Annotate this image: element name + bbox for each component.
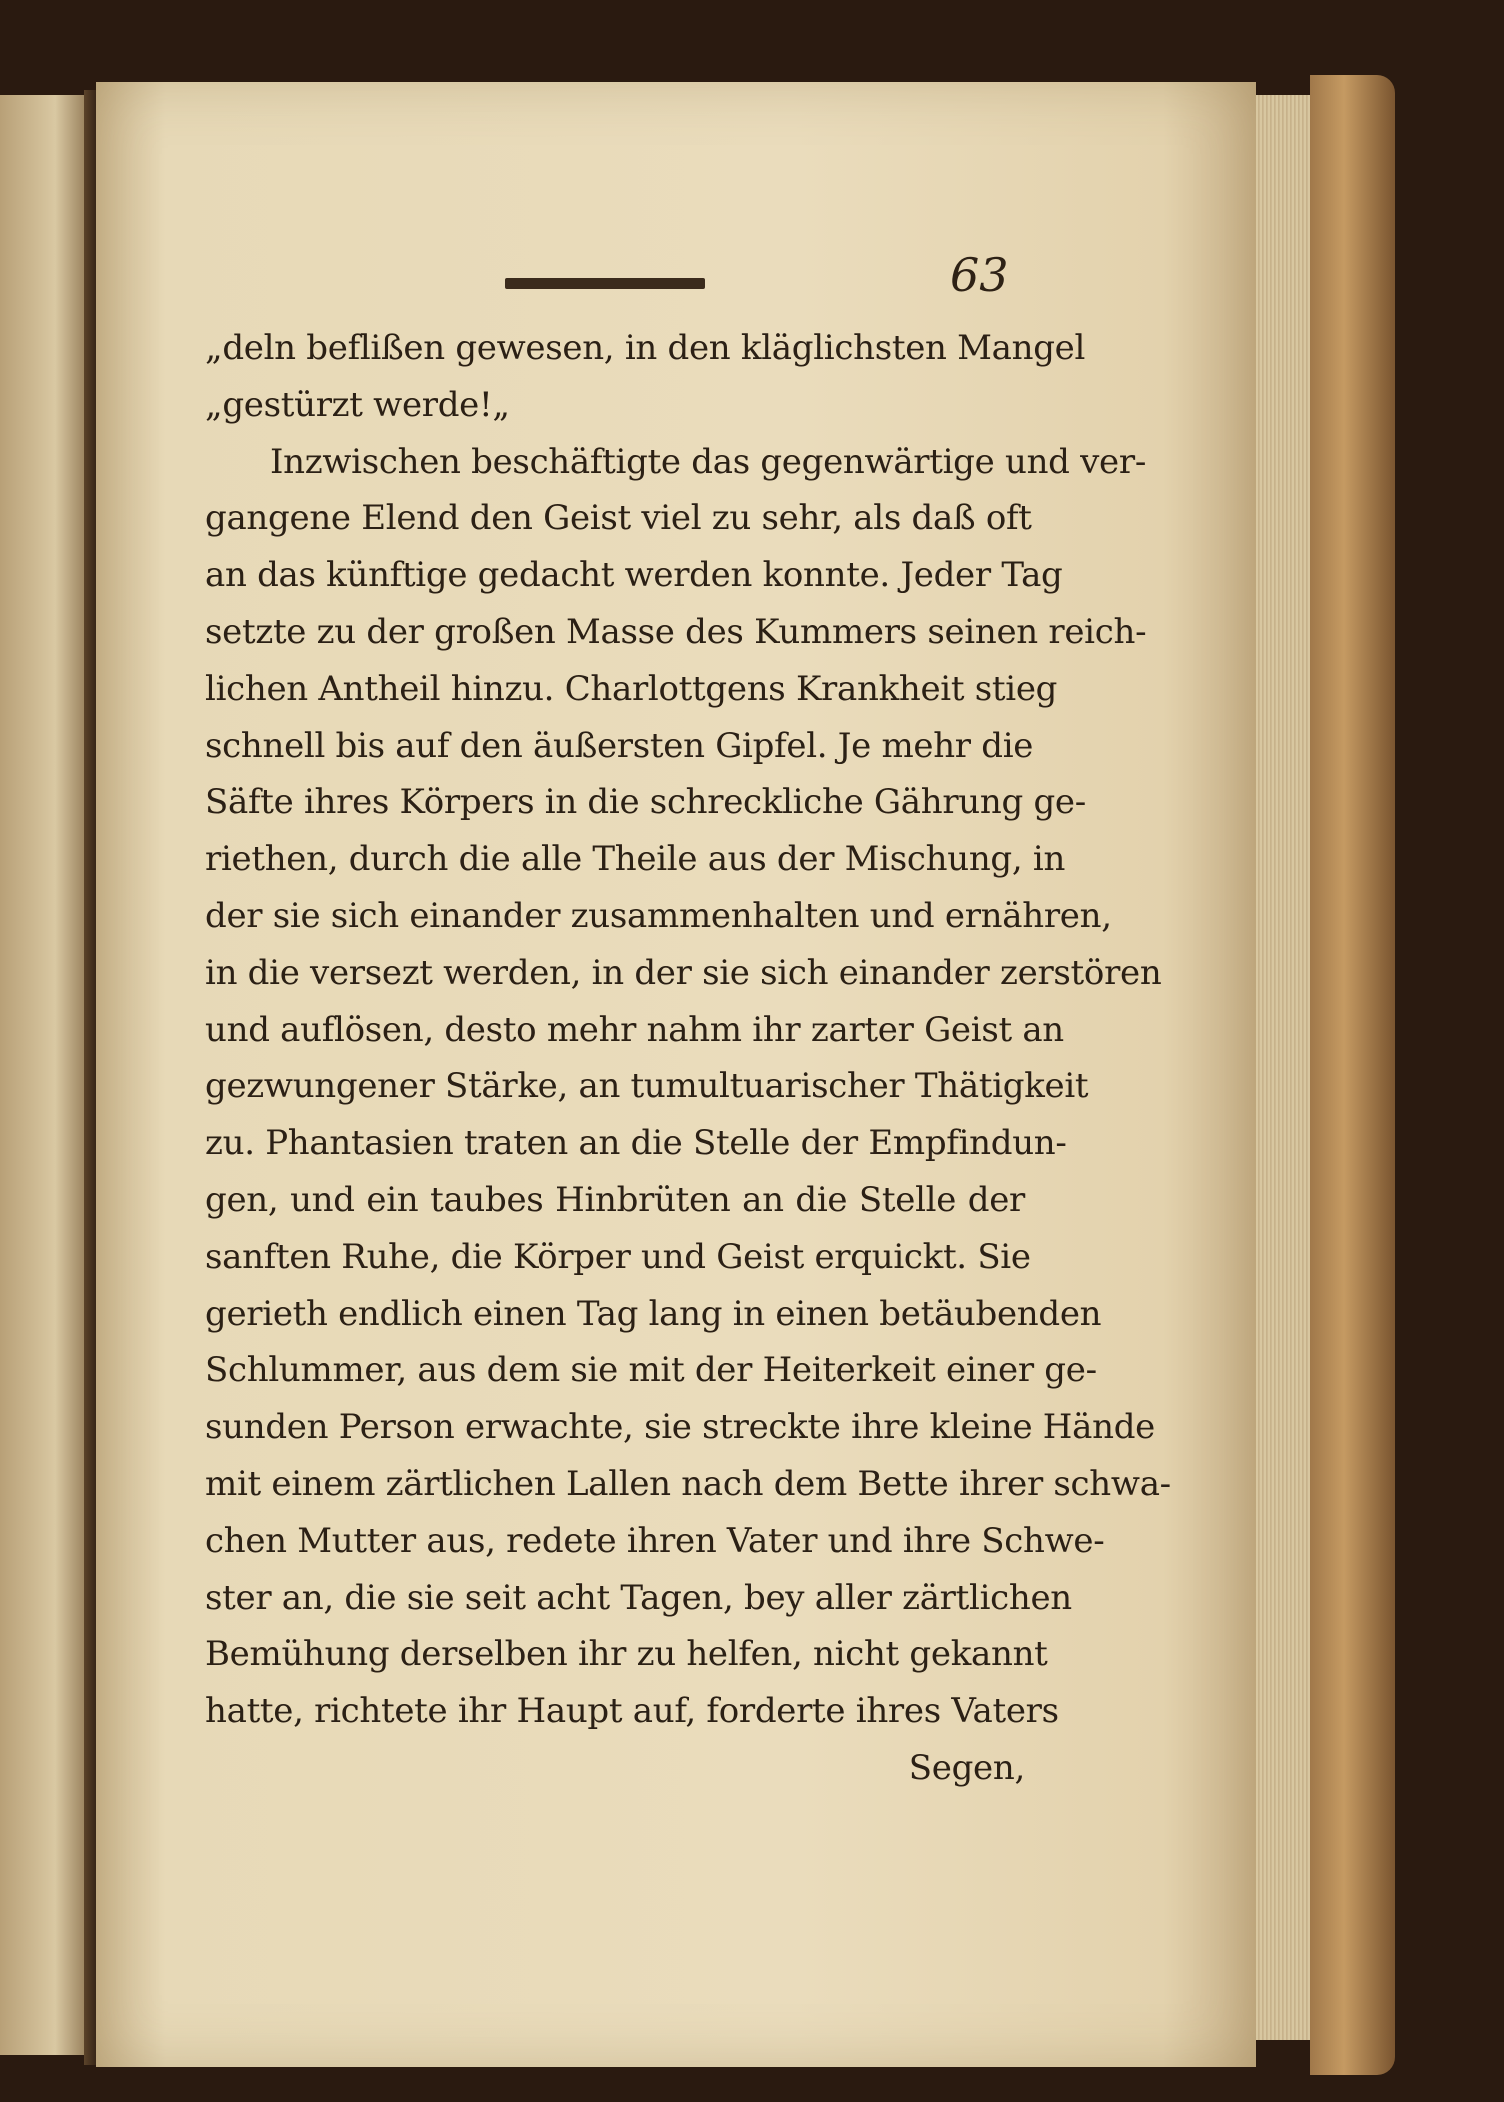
text-line: ster an, die sie seit acht Tagen, bey aller zärtlichen <box>205 1577 1072 1618</box>
text-line: in die versezt werden, in der sie sich einander zerstören <box>205 952 1162 993</box>
text-line: Säfte ihres Körpers in die schreckliche Gährung ge- <box>205 782 1086 823</box>
text-line: gen, und ein taubes Hinbrüten an die Stelle der <box>205 1179 1025 1220</box>
text-line: und auflösen, desto mehr nahm ihr zarter Geist an <box>205 1009 1064 1050</box>
text-line: gangene Elend den Geist viel zu sehr, als daß oft <box>205 498 1032 539</box>
text-line: chen Mutter aus, redete ihren Vater und ihre Schwe- <box>205 1520 1105 1561</box>
text-line: an das künftige gedacht werden konnte. Jeder Tag <box>205 555 1063 596</box>
text-line: gezwungener Stärke, an tumultuarischer Thätigkeit <box>205 1066 1089 1107</box>
text-line: schnell bis auf den äußersten Gipfel. Je mehr die <box>205 725 1034 766</box>
text-line: Inzwischen beschäftigte das gegenwärtige und ver- <box>270 441 1147 482</box>
text-line: sunden Person erwachte, sie streckte ihre kleine Hände <box>205 1407 1155 1448</box>
text-line: mit einem zärtlichen Lallen nach dem Bette ihrer schwa- <box>205 1463 1171 1504</box>
text-line: sanften Ruhe, die Körper und Geist erquickt. Sie <box>205 1236 1031 1277</box>
text-line: „gestürzt werde!„ <box>205 384 510 425</box>
page-edges <box>1256 95 1316 2040</box>
book-cover-edge <box>1310 75 1395 2075</box>
text-line: lichen Antheil hinzu. Charlottgens Krankheit stieg <box>205 668 1058 709</box>
left-page-edge <box>0 95 92 2055</box>
text-line: setzte zu der großen Masse des Kummers seinen reich- <box>205 611 1147 652</box>
catchword: Segen, <box>908 1747 1025 1788</box>
text-line: der sie sich einander zusammenhalten und ernähren, <box>205 895 1112 936</box>
body-text <box>205 320 1171 1797</box>
text-line: gerieth endlich einen Tag lang in einen betäubenden <box>205 1293 1102 1334</box>
header-rule <box>505 278 705 289</box>
page-number: 63 <box>950 248 1009 302</box>
text-line: Schlummer, aus dem sie mit der Heiterkeit einer ge- <box>205 1350 1097 1391</box>
text-line: riethen, durch die alle Theile aus der Mischung, in <box>205 839 1066 880</box>
text-line: „deln beflißen gewesen, in den kläglichsten Mangel <box>205 328 1086 368</box>
text-line: hatte, richtete ihr Haupt auf, forderte ihres Vaters <box>205 1691 1059 1732</box>
text-line: Bemühung derselben ihr zu helfen, nicht gekannt <box>205 1634 1048 1675</box>
text-line: zu. Phantasien traten an die Stelle der Empfindun- <box>205 1123 1067 1164</box>
